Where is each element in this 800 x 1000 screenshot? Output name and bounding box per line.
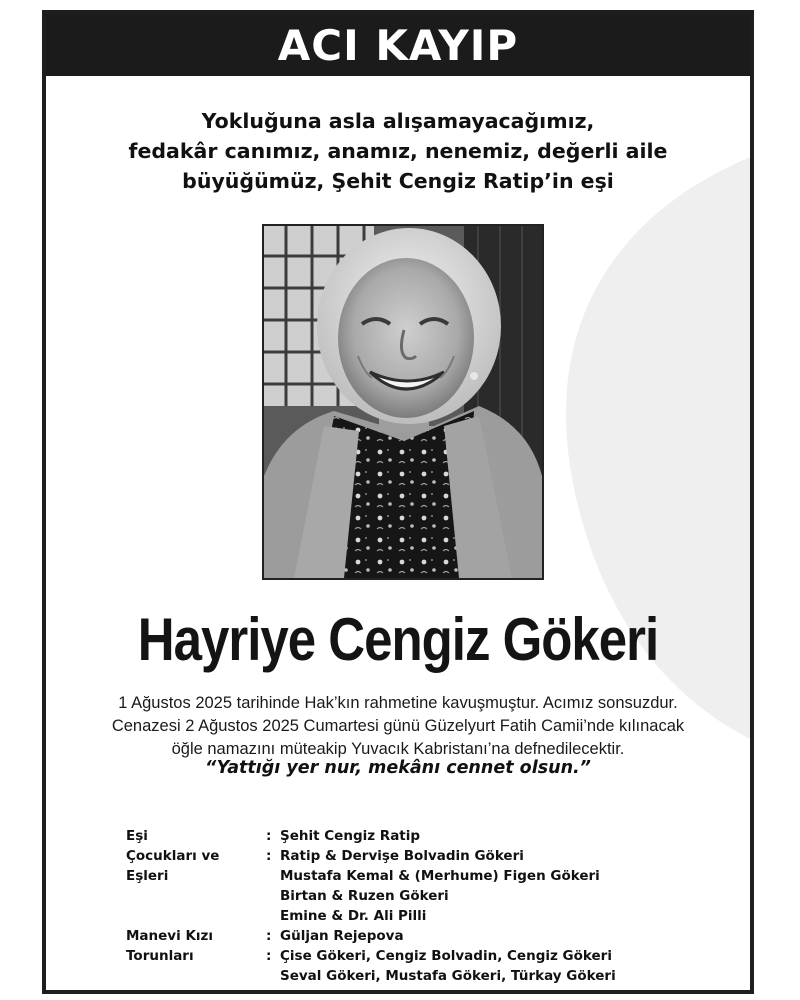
obituary-frame	[42, 10, 754, 994]
relative-value: Emine & Dr. Ali Pilli	[280, 908, 427, 924]
intro-line: fedakâr canımız, anamız, nenemiz, değerli aile	[128, 139, 668, 163]
relative-colon: :	[266, 948, 272, 964]
relative-value: Güljan Rejepova	[280, 928, 404, 944]
portrait-photo	[262, 224, 544, 580]
relative-value: Ratip & Dervişe Bolvadin Gökeri	[280, 848, 524, 864]
relative-value: Çise Gökeri, Cengiz Bolvadin, Cengiz Gökeri	[280, 948, 612, 964]
relative-group-children	[126, 846, 686, 926]
relative-values	[280, 946, 686, 986]
announcement-line: 1 Ağustos 2025 tarihinde Hak’kın rahmetine kavuşmuştur. Acımız sonsuzdur.	[118, 694, 678, 712]
portrait-image	[264, 226, 542, 578]
prayer-quote: “Yattığı yer nur, mekânı cennet olsun.”	[205, 758, 591, 778]
relative-group-adopted-daughter	[126, 926, 686, 946]
relative-group-grandchildren	[126, 946, 686, 986]
intro-text	[46, 106, 750, 196]
relative-colon: :	[266, 828, 272, 844]
relative-values	[280, 926, 686, 946]
relative-values	[280, 826, 686, 846]
relatives-list	[126, 826, 686, 986]
relative-value: Birtan & Ruzen Gökeri	[280, 888, 449, 904]
relative-value: Mustafa Kemal & (Merhume) Figen Gökeri	[280, 868, 600, 884]
deceased-name: Hayriye Cengiz Gökeri	[137, 605, 659, 674]
relative-values	[280, 846, 686, 926]
relative-colon: :	[266, 848, 272, 864]
banner-title: ACI KAYIP	[277, 20, 519, 70]
relative-value: Seval Gökeri, Mustafa Gökeri, Türkay Gökeri	[280, 968, 616, 984]
relative-label: Eşi	[126, 828, 148, 844]
intro-line: büyüğümüz, Şehit Cengiz Ratip’in eşi	[182, 169, 614, 193]
relative-colon: :	[266, 928, 272, 944]
announcement-line: Cenazesi 2 Ağustos 2025 Cumartesi günü Güzelyurt Fatih Camii’nde kılınacak	[111, 717, 685, 735]
intro-line: Yokluğuna asla alışamayacağımız,	[201, 109, 595, 133]
relative-value: Şehit Cengiz Ratip	[280, 828, 421, 844]
relative-group-spouse	[126, 826, 686, 846]
relative-label: Çocukları ve Eşleri	[126, 848, 220, 884]
announcement-text	[46, 692, 750, 761]
header-banner	[46, 14, 750, 76]
announcement-line: öğle namazını müteakip Yuvacık Kabristanı’na defnedilecektir.	[171, 740, 625, 758]
relative-label: Manevi Kızı	[126, 928, 214, 944]
relative-label: Torunları	[126, 948, 194, 964]
